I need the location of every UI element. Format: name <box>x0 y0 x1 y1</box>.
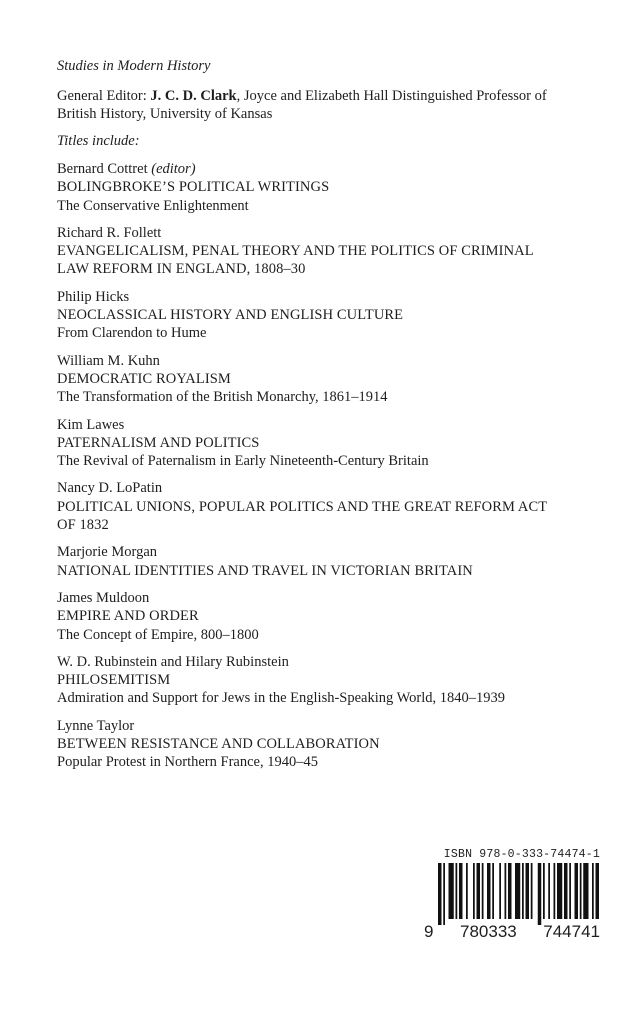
isbn-number: ISBN 978-0-333-74474-1 <box>443 848 600 861</box>
title-entry <box>57 416 602 471</box>
general-editor-title: , Joyce and Elizabeth Hall Distinguished Professor of <box>236 88 547 104</box>
entry-author: William M. Kuhn <box>57 352 160 369</box>
entry-title: BETWEEN RESISTANCE AND COLLABORATION <box>57 736 380 753</box>
title-entry <box>57 543 602 580</box>
general-editor-affiliation: British History, University of Kansas <box>57 106 273 122</box>
barcode-bars <box>424 863 600 925</box>
title-entry <box>57 653 602 708</box>
entry-title: PATERNALISM AND POLITICS <box>57 434 260 451</box>
general-editor-name: J. C. D. Clark <box>150 88 237 104</box>
entry-title: BOLINGBROKE’S POLITICAL WRITINGS <box>57 179 330 196</box>
entry-subtitle: The Transformation of the British Monarchy, 1861–1914 <box>57 389 388 406</box>
ean-right-group: 744741 <box>543 922 600 941</box>
title-entry <box>57 352 602 407</box>
entry-title: EVANGELICALISM, PENAL THEORY AND THE POLITICS OF CRIMINAL <box>57 243 534 260</box>
entry-title-continued: LAW REFORM IN ENGLAND, 1808–30 <box>57 261 306 278</box>
back-cover-text <box>57 58 602 781</box>
entry-subtitle: The Concept of Empire, 800–1800 <box>57 626 259 643</box>
entry-author: Nancy D. LoPatin <box>57 480 163 497</box>
title-entry <box>57 160 602 215</box>
entry-title: POLITICAL UNIONS, POPULAR POLITICS AND THE GREAT REFORM ACT <box>57 498 548 515</box>
entry-title: NEOCLASSICAL HISTORY AND ENGLISH CULTURE <box>57 307 404 324</box>
titles-include-label: Titles include: <box>57 133 140 149</box>
entry-author-role: (editor) <box>151 161 196 177</box>
title-entry <box>57 717 602 772</box>
isbn-barcode <box>424 848 600 942</box>
entry-subtitle: The Revival of Paternalism in Early Nineteenth-Century Britain <box>57 453 429 470</box>
title-entry <box>57 224 602 279</box>
entry-author: Kim Lawes <box>57 416 125 433</box>
ean-first-digit: 9 <box>424 922 434 941</box>
entry-subtitle: From Clarendon to Hume <box>57 325 207 342</box>
entry-title: PHILOSEMITISM <box>57 672 171 689</box>
entry-author: Philip Hicks <box>57 288 130 305</box>
entry-author: James Muldoon <box>57 589 150 606</box>
general-editor-label: General Editor: <box>57 88 147 104</box>
entry-subtitle: Popular Protest in Northern France, 1940–45 <box>57 754 318 771</box>
entry-author: Marjorie Morgan <box>57 544 157 561</box>
entry-subtitle: The Conservative Enlightenment <box>57 197 249 214</box>
title-entry <box>57 288 602 343</box>
entry-title: EMPIRE AND ORDER <box>57 608 199 625</box>
entry-title-continued: OF 1832 <box>57 517 109 534</box>
entry-author: W. D. Rubinstein and Hilary Rubinstein <box>57 653 289 670</box>
ean-digits <box>424 922 600 942</box>
ean-left-group: 780333 <box>460 922 517 941</box>
entry-title: NATIONAL IDENTITIES AND TRAVEL IN VICTORIAN BRITAIN <box>57 562 473 579</box>
series-title: Studies in Modern History <box>57 58 211 74</box>
entry-title: DEMOCRATIC ROYALISM <box>57 370 231 387</box>
general-editor <box>57 87 602 123</box>
entry-author: Richard R. Follett <box>57 224 162 241</box>
title-entry <box>57 479 602 534</box>
title-entry <box>57 589 602 644</box>
entry-author: Lynne Taylor <box>57 717 135 734</box>
entry-author: Bernard Cottret (editor) <box>57 161 196 177</box>
entry-subtitle: Admiration and Support for Jews in the English-Speaking World, 1840–1939 <box>57 690 506 707</box>
